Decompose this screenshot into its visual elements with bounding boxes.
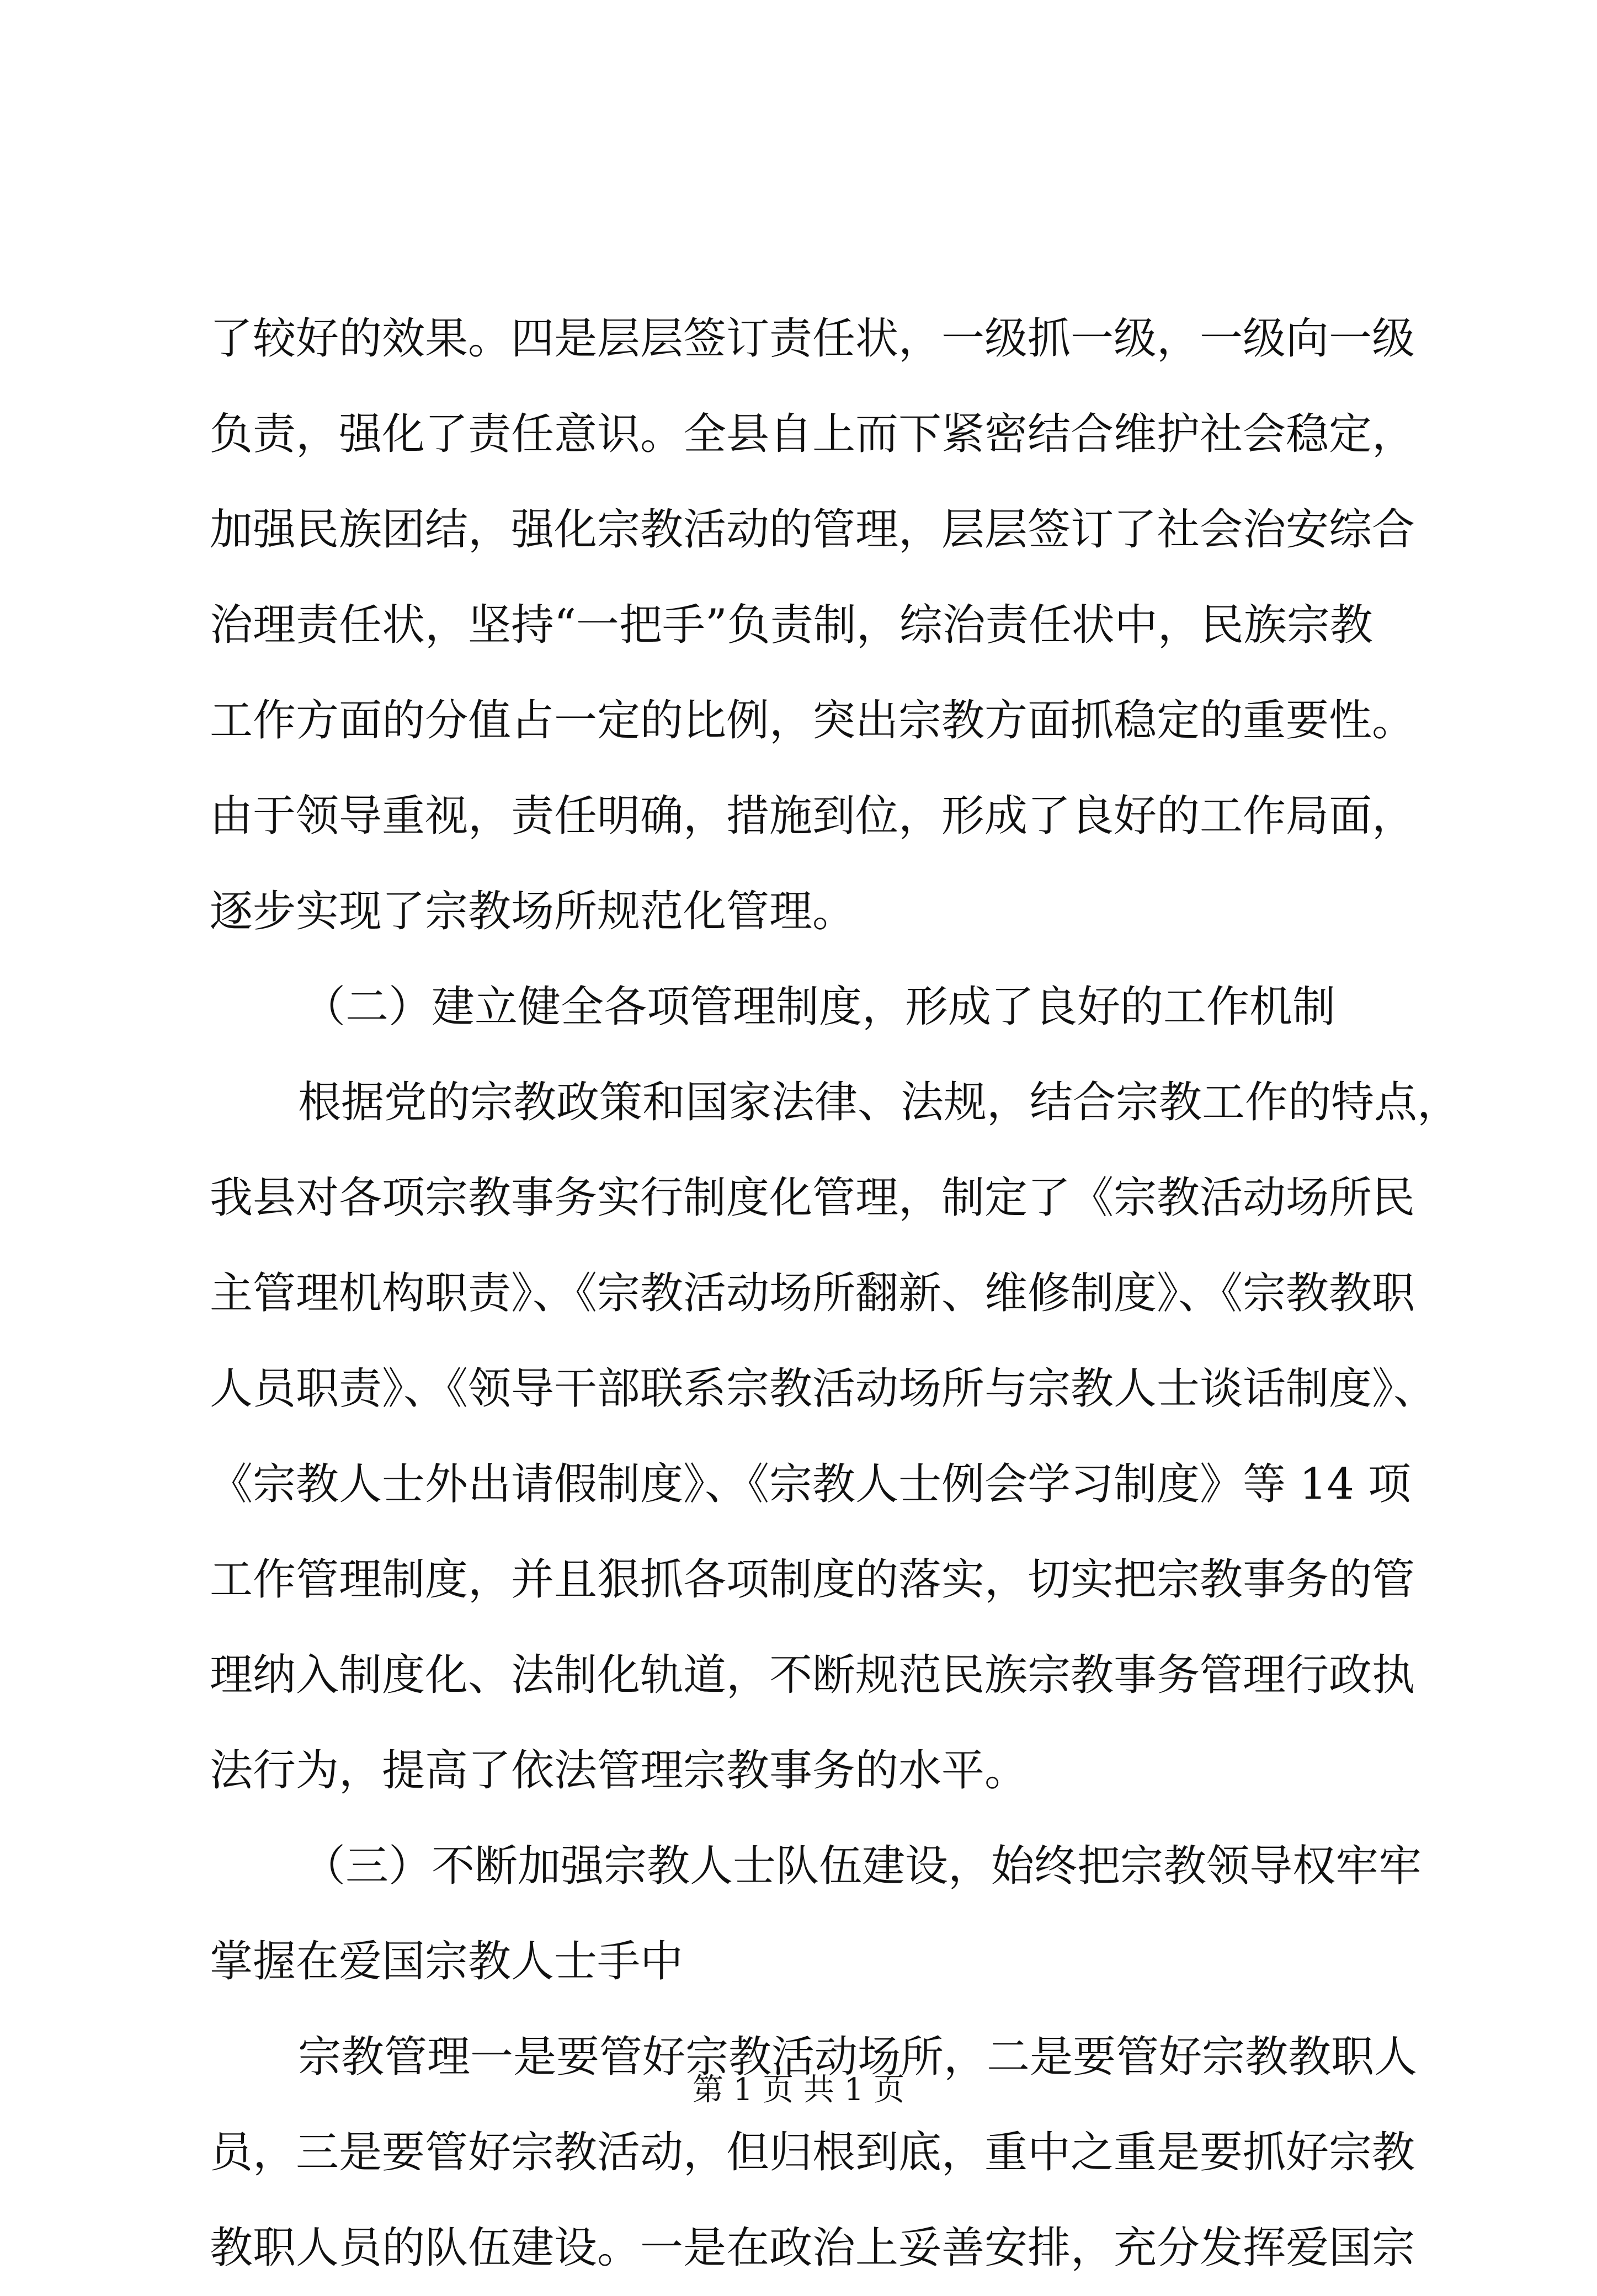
body-line-16: 法行为，提高了依法管理宗教事务的水平。	[210, 1746, 1028, 1796]
body-line-4: 治理责任状，坚持“一把手”负责制，综治责任状中，民族宗教	[210, 600, 1373, 650]
body-line-12: 人员职责》、《领导干部联系宗教活动场所与宗教人士谈话制度》、	[210, 1364, 1437, 1414]
body-line-20: 员，三是要管好宗教活动，但归根到底，重中之重是要抓好宗教	[210, 2128, 1415, 2177]
body-line-10: 我县对各项宗教事务实行制度化管理，制定了《宗教活动场所民	[210, 1173, 1415, 1223]
page-footer	[0, 2068, 1597, 2112]
body-line-21: 教职人员的队伍建设。一是在政治上妥善安排，充分发挥爱国宗	[210, 2223, 1415, 2273]
body-line-5: 工作方面的分值占一定的比例，突出宗教方面抓稳定的重要性。	[210, 696, 1415, 745]
body-line-14: 工作管理制度，并且狠抓各项制度的落实，切实把宗教事务的管	[210, 1555, 1415, 1605]
body-line-13: 《宗教人士外出请假制度》、《宗教人士例会学习制度》等 14 项	[210, 1459, 1411, 1509]
body-line-15: 理纳入制度化、法制化轨道，不断规范民族宗教事务管理行政执	[210, 1650, 1415, 1700]
section-heading-3-cont: 掌握在爱国宗教人士手中	[210, 1937, 684, 1986]
page-number-label: 第 1 页 共 1 页	[692, 2072, 905, 2108]
section-heading-2: （二）建立健全各项管理制度，形成了良好的工作机制	[302, 982, 1336, 1032]
body-line-9: 根据党的宗教政策和国家法律、法规，结合宗教工作的特点，	[298, 1078, 1461, 1127]
body-line-6: 由于领导重视，责任明确，措施到位，形成了良好的工作局面，	[210, 791, 1415, 841]
body-line-11: 主管理机构职责》、《宗教活动场所翻新、维修制度》、《宗教教职	[210, 1269, 1415, 1318]
body-line-3: 加强民族团结，强化宗教活动的管理，层层签订了社会治安综合	[210, 505, 1415, 555]
body-line-1: 了较好的效果。四是层层签订责任状，一级抓一级，一级向一级	[210, 314, 1415, 364]
section-heading-3: （三）不断加强宗教人士队伍建设，始终把宗教领导权牢牢	[302, 1841, 1422, 1891]
body-line-7: 逐步实现了宗教场所规范化管理。	[210, 887, 856, 936]
body-line-19: 宗教管理一是要管好宗教活动场所，二是要管好宗教教职人	[298, 2032, 1418, 2082]
body-line-2: 负责，强化了责任意识。全县自上而下紧密结合维护社会稳定，	[210, 409, 1415, 459]
document-body	[210, 291, 1461, 2296]
